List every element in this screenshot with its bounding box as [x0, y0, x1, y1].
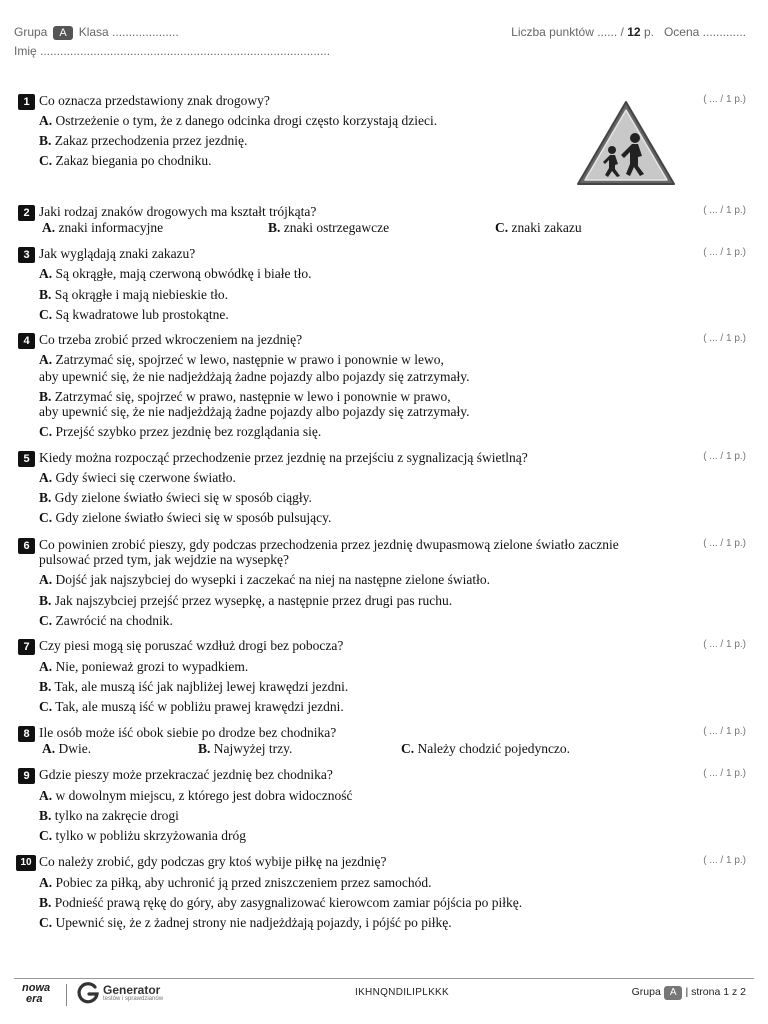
answer-option-continuation: aby upewnić się, że nie nadjeżdżają żadne pojazdy albo pojazdy się zatrzymały. — [39, 369, 470, 384]
answer-option: C. Zawrócić na chodnik. — [39, 613, 173, 628]
answer-option: A. Dwie. — [42, 741, 92, 756]
test-code: IKHNQNDILIPLKKK — [355, 987, 449, 998]
answer-option: B. Najwyżej trzy. — [198, 741, 293, 756]
answer-option: B. Zakaz przechodzenia przez jezdnię. — [39, 133, 248, 148]
answer-option: C. Przejść szybko przez jezdnię bez rozglądania się. — [39, 424, 322, 439]
answer-option: B. Gdy zielone światło świeci się w sposób ciągły. — [39, 490, 312, 505]
group-label: Grupa — [14, 25, 48, 39]
question-points: ( ... / 1 p.) — [703, 639, 746, 650]
answer-option: C. Są kwadratowe lub prostokątne. — [39, 307, 229, 322]
grade-field: Ocena ............. — [663, 25, 746, 39]
question-text: Jaki rodzaj znaków drogowych ma kształt trójkąta? — [39, 204, 317, 219]
question-points: ( ... / 1 p.) — [703, 726, 746, 737]
name-field: Imię ....................................................................................... — [14, 44, 331, 58]
answer-option: B. Podnieść prawą rękę do góry, aby zasygnalizować kierowcom zamiar pójścia po piłkę. — [39, 895, 523, 910]
question-text: Co należy zrobić, gdy podczas gry ktoś wybije piłkę na jezdnię? — [39, 854, 387, 869]
question-text: Co oznacza przedstawiony znak drogowy? — [39, 93, 270, 108]
answer-option: A. Dojść jak najszybciej do wysepki i zaczekać na niej na następne zielone światło. — [39, 572, 490, 587]
question-number: 4 — [18, 333, 35, 349]
answer-option: A. znaki informacyjne — [42, 220, 164, 235]
question-number: 5 — [18, 451, 35, 467]
answer-option: C. Tak, ale muszą iść w pobliżu prawej krawędzi jezdni. — [39, 699, 344, 714]
generator-logo-icon — [76, 981, 100, 1005]
logo-separator — [66, 984, 67, 1006]
answer-option: C. Należy chodzić pojedynczo. — [401, 741, 571, 756]
question-points: ( ... / 1 p.) — [703, 538, 746, 549]
answer-option: A. Zatrzymać się, spojrzeć w lewo, następnie w prawo i ponownie w lewo, — [39, 352, 444, 367]
points-unit: p. — [643, 25, 654, 39]
question-points: ( ... / 1 p.) — [703, 768, 746, 779]
header-group-class — [14, 25, 179, 40]
points-max: 12 — [627, 25, 641, 39]
answer-option: C. Upewnić się, że z żadnej strony nie nadjeżdżają pojazdy, i pójść po piłkę. — [39, 915, 452, 930]
answer-option: B. Jak najszybciej przejść przez wysepkę, a następnie przez drugi pas ruchu. — [39, 593, 453, 608]
answer-option: A. Nie, ponieważ grozi to wypadkiem. — [39, 659, 249, 674]
children-crossing-warning-sign-icon — [572, 94, 680, 192]
answer-option: B. Tak, ale muszą iść jak najbliżej lewej krawędzi jezdni. — [39, 679, 349, 694]
question-number: 2 — [18, 205, 35, 221]
footer-page-info: Grupa A | strona 1 z 2 — [631, 986, 746, 998]
question-points: ( ... / 1 p.) — [703, 451, 746, 462]
answer-option: A. Pobiec za piłką, aby uchronić ją przed zniszczeniem przez samochód. — [39, 875, 432, 890]
question-number: 6 — [18, 538, 35, 554]
question-text-continuation: pulsować przed tym, jak wejdzie na wysepkę? — [39, 552, 290, 567]
question-number: 8 — [18, 726, 35, 742]
header-points-grade — [511, 25, 746, 39]
question-points: ( ... / 1 p.) — [703, 205, 746, 216]
question-text: Co powinien zrobić pieszy, gdy podczas przechodzenia przez jezdnię dwupasmową zielone światło zacznie — [39, 537, 619, 552]
question-text: Jak wyglądają znaki zakazu? — [39, 246, 196, 261]
question-text: Kiedy można rozpocząć przechodzenie przez jezdnię na przejściu z sygnalizacją świetlną? — [39, 450, 528, 465]
question-points: ( ... / 1 p.) — [703, 94, 746, 105]
page-number: | strona 1 z 2 — [685, 986, 746, 998]
answer-option: C. Gdy zielone światło świeci się w sposób pulsujący. — [39, 510, 332, 525]
generator-subtitle: testów i sprawdzianów — [103, 996, 164, 1002]
answer-option: A. Gdy świeci się czerwone światło. — [39, 470, 236, 485]
generator-title: Generator — [103, 983, 161, 997]
question-text: Gdzie pieszy może przekraczać jezdnię bez chodnika? — [39, 767, 333, 782]
question-points: ( ... / 1 p.) — [703, 333, 746, 344]
class-field: Klasa .................... — [78, 25, 179, 39]
answer-option: C. tylko w pobliżu skrzyżowania dróg — [39, 828, 246, 843]
answer-option: B. Są okrągłe i mają niebieskie tło. — [39, 287, 228, 302]
answer-option-continuation: aby upewnić się, że nie nadjeżdżają żadne pojazdy albo pojazdy się zatrzymały. — [39, 404, 470, 419]
answer-option: B. Zatrzymać się, spojrzeć w prawo, następnie w lewo i ponownie w prawo, — [39, 389, 451, 404]
question-points: ( ... / 1 p.) — [703, 855, 746, 866]
nowa-era-logo: nowa era — [22, 982, 51, 1005]
question-number: 10 — [16, 855, 36, 871]
question-number: 7 — [18, 639, 35, 655]
question-text: Ile osób może iść obok siebie po drodze bez chodnika? — [39, 725, 337, 740]
answer-option: B. tylko na zakręcie drogi — [39, 808, 179, 823]
question-text: Co trzeba zrobić przed wkroczeniem na jezdnię? — [39, 332, 303, 347]
answer-option: A. Ostrzeżenie o tym, że z danego odcinka drogi często korzystają dzieci. — [39, 113, 438, 128]
footer-divider — [14, 978, 754, 979]
answer-option: A. Są okrągłe, mają czerwoną obwódkę i białe tło. — [39, 266, 312, 281]
question-text: Czy piesi mogą się poruszać wzdłuż drogi bez pobocza? — [39, 638, 344, 653]
footer-group-badge: A — [664, 986, 683, 1000]
question-number: 1 — [18, 94, 35, 110]
points-label: Liczba punktów ...... / — [511, 25, 624, 39]
answer-option: C. znaki zakazu — [495, 220, 582, 235]
answer-option: B. znaki ostrzegawcze — [268, 220, 390, 235]
question-number: 9 — [18, 768, 35, 784]
group-badge: A — [53, 26, 72, 40]
answer-option: C. Zakaz biegania po chodniku. — [39, 153, 212, 168]
question-number: 3 — [18, 247, 35, 263]
question-points: ( ... / 1 p.) — [703, 247, 746, 258]
answer-option: A. w dowolnym miejscu, z którego jest dobra widoczność — [39, 788, 353, 803]
